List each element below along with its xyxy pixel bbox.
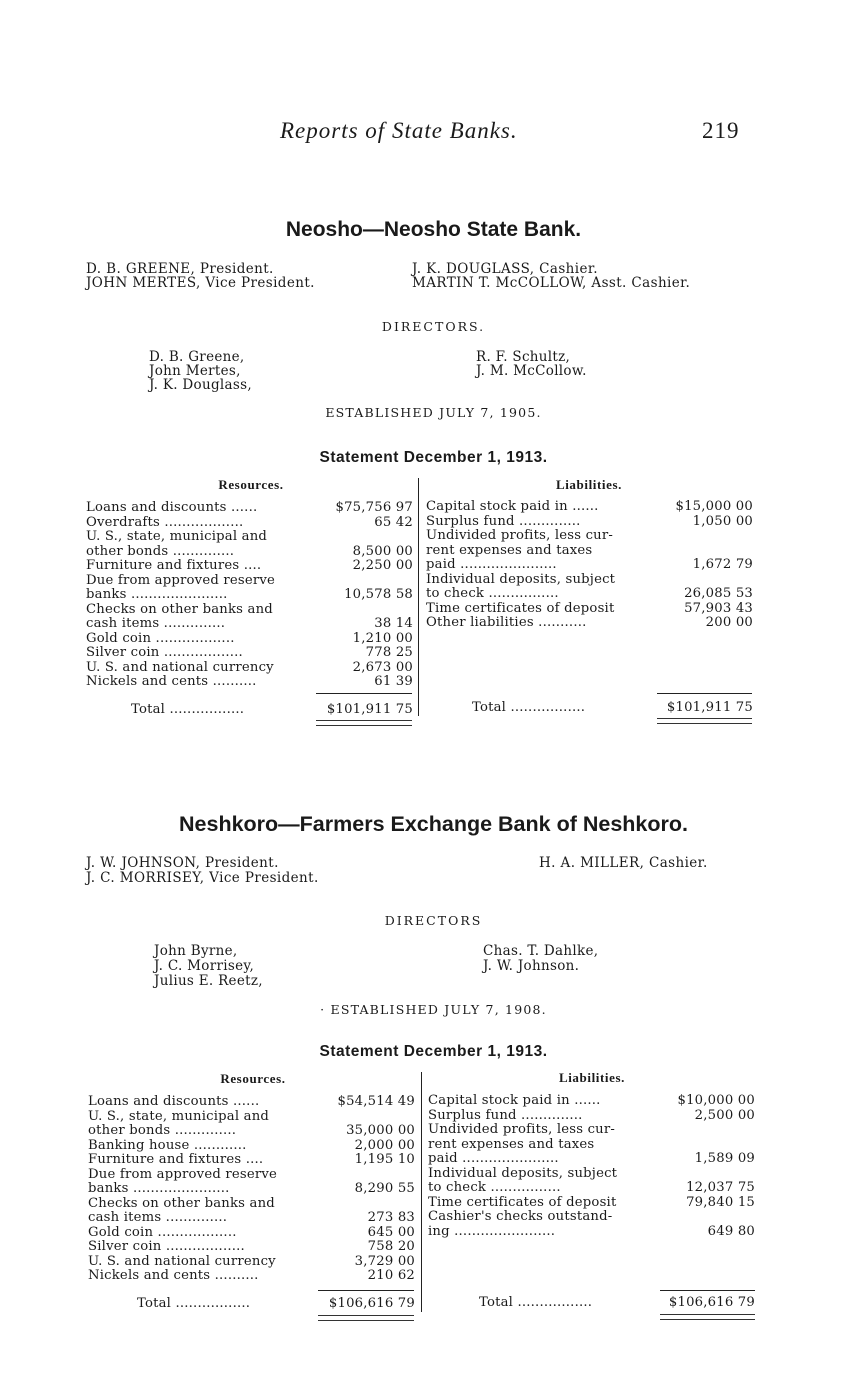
liabilities-total: $101,911 75 (666, 700, 753, 715)
director-name: J. M. McCollow. (476, 363, 587, 379)
line-item-label: to check ................ (428, 1180, 561, 1195)
total-label: Total ................. (131, 702, 245, 717)
directors-heading: DIRECTORS. (381, 319, 486, 334)
line-item-amount: 645 00 (367, 1224, 415, 1240)
director-name: John Byrne, (154, 943, 238, 959)
officer-cashier: J. K. DOUGLASS, Cashier. (412, 261, 598, 277)
line-item-label: Silver coin .................. (88, 1239, 245, 1254)
liabilities-heading: Liabilities. (558, 1070, 626, 1085)
page-number: 219 (702, 118, 740, 143)
statement-heading: Statement December 1, 1913. (319, 1043, 548, 1060)
line-item-label: Loans and discounts ...... (88, 1094, 260, 1109)
liabilities-heading: Liabilities. (555, 477, 623, 492)
line-item-label: Silver coin .................. (86, 645, 243, 660)
officer-cashier: H. A. MILLER, Cashier. (539, 855, 708, 871)
line-item-amount: 10,578 58 (344, 587, 413, 602)
director-name: J. C. Morrisey, (154, 958, 255, 974)
line-item-label: Undivided profits, less cur- (428, 1122, 616, 1137)
line-item-label: Gold coin .................. (88, 1224, 237, 1240)
total-label: Total ................. (472, 700, 586, 715)
director-name: R. F. Schultz, (476, 349, 571, 365)
line-item-amount: 758 20 (367, 1239, 415, 1254)
total-label: Total ................. (479, 1295, 593, 1310)
running-title: Reports of State Banks. (280, 118, 518, 143)
line-item-label: Individual deposits, subject (426, 571, 616, 587)
line-item-amount: $15,000 00 (675, 499, 753, 514)
line-item-amount: 778 25 (365, 645, 413, 660)
resources-heading: Resources. (218, 477, 284, 492)
line-item-label: Checks on other banks and (88, 1195, 275, 1211)
line-item-label: Time certificates of deposit (428, 1194, 617, 1210)
column-divider (418, 478, 419, 716)
liabilities-total: $106,616 79 (668, 1295, 755, 1310)
resources-total: $101,911 75 (326, 702, 413, 717)
total-rule (318, 1290, 414, 1291)
officer-president: J. W. JOHNSON, President. (86, 855, 279, 871)
line-item-amount: 61 39 (374, 674, 413, 689)
double-rule (318, 1315, 414, 1321)
director-name: J. K. Douglass, (149, 377, 252, 393)
total-rule (316, 693, 412, 694)
line-item-amount: 35,000 00 (346, 1123, 415, 1138)
line-item-label: banks ...................... (86, 587, 228, 602)
line-item-label: Surplus fund .............. (426, 513, 581, 529)
line-item-label: U. S. and national currency (88, 1253, 276, 1269)
total-rule (657, 693, 752, 694)
double-rule (657, 718, 752, 724)
resources-heading: Resources. (220, 1071, 286, 1086)
line-item-amount: 2,000 00 (354, 1137, 415, 1153)
total-label: Total ................. (137, 1296, 251, 1311)
line-item-label: paid ...................... (426, 557, 557, 572)
line-item-label: Due from approved reserve (86, 572, 276, 588)
line-item-amount: 1,672 79 (692, 557, 753, 572)
established-date: ESTABLISHED JULY 7, 1905. (325, 405, 542, 420)
line-item-amount: 1,210 00 (352, 630, 413, 646)
line-item-label: cash items .............. (88, 1210, 228, 1225)
line-item-label: Cashier's checks outstand- (428, 1209, 613, 1224)
statement-heading: Statement December 1, 1913. (319, 449, 548, 466)
total-rule (660, 1290, 755, 1291)
line-item-amount: 57,903 43 (684, 600, 753, 616)
line-item-amount: 2,500 00 (694, 1107, 755, 1123)
line-item-label: Individual deposits, subject (428, 1165, 618, 1181)
line-item-label: other bonds .............. (86, 543, 235, 559)
line-item-label: Nickels and cents .......... (88, 1268, 259, 1283)
line-item-amount: 8,290 55 (354, 1181, 415, 1196)
line-item-label: Loans and discounts ...... (86, 500, 258, 515)
line-item-label: Surplus fund .............. (428, 1107, 583, 1123)
line-item-label: Capital stock paid in ...... (428, 1093, 601, 1108)
established-date: · ESTABLISHED JULY 7, 1908. (320, 1002, 547, 1017)
line-item-label: banks ...................... (88, 1181, 230, 1196)
line-item-amount: $10,000 00 (677, 1093, 755, 1108)
line-item-amount: 3,729 00 (354, 1253, 415, 1269)
line-item-amount: 649 80 (707, 1223, 755, 1239)
double-rule (316, 720, 412, 726)
line-item-label: U. S., state, municipal and (88, 1108, 270, 1124)
bank-title: Neosho—Neosho State Bank. (285, 218, 582, 241)
line-item-label: Overdrafts .................. (86, 514, 244, 530)
line-item-label: Furniture and fixtures .... (88, 1152, 264, 1167)
line-item-amount: $75,756 97 (335, 500, 413, 515)
line-item-label: Checks on other banks and (86, 601, 273, 617)
director-name: D. B. Greene, (149, 349, 245, 365)
line-item-label: Nickels and cents .......... (86, 674, 257, 689)
line-item-label: Undivided profits, less cur- (426, 528, 614, 543)
line-item-amount: 1,195 10 (354, 1152, 415, 1167)
line-item-label: rent expenses and taxes (426, 542, 593, 558)
line-item-amount: 26,085 53 (684, 586, 753, 601)
line-item-amount: $54,514 49 (337, 1094, 415, 1109)
resources-total: $106,616 79 (328, 1296, 415, 1311)
line-item-label: ing ....................... (428, 1223, 556, 1239)
line-item-label: Other liabilities ........... (426, 615, 587, 630)
director-name: Chas. T. Dahlke, (483, 943, 599, 959)
officer-vice-president: JOHN MERTES, Vice President. (86, 275, 315, 291)
line-item-amount: 210 62 (367, 1268, 415, 1283)
line-item-label: rent expenses and taxes (428, 1136, 595, 1152)
officer-president: D. B. GREENE, President. (86, 261, 274, 277)
line-item-amount: 65 42 (374, 514, 413, 530)
line-item-label: Banking house ............ (88, 1137, 247, 1153)
column-divider (421, 1072, 422, 1312)
line-item-label: other bonds .............. (88, 1123, 237, 1138)
officer-asst-cashier: MARTIN T. McCOLLOW, Asst. Cashier. (412, 275, 691, 291)
line-item-amount: 38 14 (374, 616, 413, 631)
line-item-amount: 1,050 00 (692, 513, 753, 529)
line-item-amount: 8,500 00 (352, 543, 413, 559)
line-item-amount: 200 00 (705, 615, 753, 630)
bank-title: Neshkoro—Farmers Exchange Bank of Neshkoro. (179, 812, 688, 836)
directors-heading: DIRECTORS (384, 913, 483, 928)
line-item-amount: 79,840 15 (686, 1194, 755, 1210)
director-name: John Mertes, (149, 363, 241, 379)
line-item-label: Gold coin .................. (86, 630, 235, 646)
line-item-label: Capital stock paid in ...... (426, 499, 599, 514)
director-name: J. W. Johnson. (483, 958, 580, 974)
line-item-label: Due from approved reserve (88, 1166, 278, 1182)
line-item-label: U. S. and national currency (86, 659, 274, 675)
line-item-label: to check ................ (426, 586, 559, 601)
line-item-amount: 2,250 00 (352, 558, 413, 573)
line-item-label: paid ...................... (428, 1151, 559, 1166)
line-item-amount: 1,589 09 (694, 1151, 755, 1166)
line-item-label: cash items .............. (86, 616, 226, 631)
director-name: Julius E. Reetz, (154, 973, 263, 989)
line-item-label: Time certificates of deposit (426, 600, 615, 616)
line-item-amount: 2,673 00 (352, 659, 413, 675)
officer-vice-president: J. C. MORRISEY, Vice President. (86, 870, 319, 886)
line-item-label: U. S., state, municipal and (86, 529, 268, 544)
line-item-label: Furniture and fixtures .... (86, 558, 262, 573)
line-item-amount: 273 83 (367, 1210, 415, 1225)
double-rule (660, 1314, 755, 1320)
line-item-amount: 12,037 75 (686, 1180, 755, 1195)
